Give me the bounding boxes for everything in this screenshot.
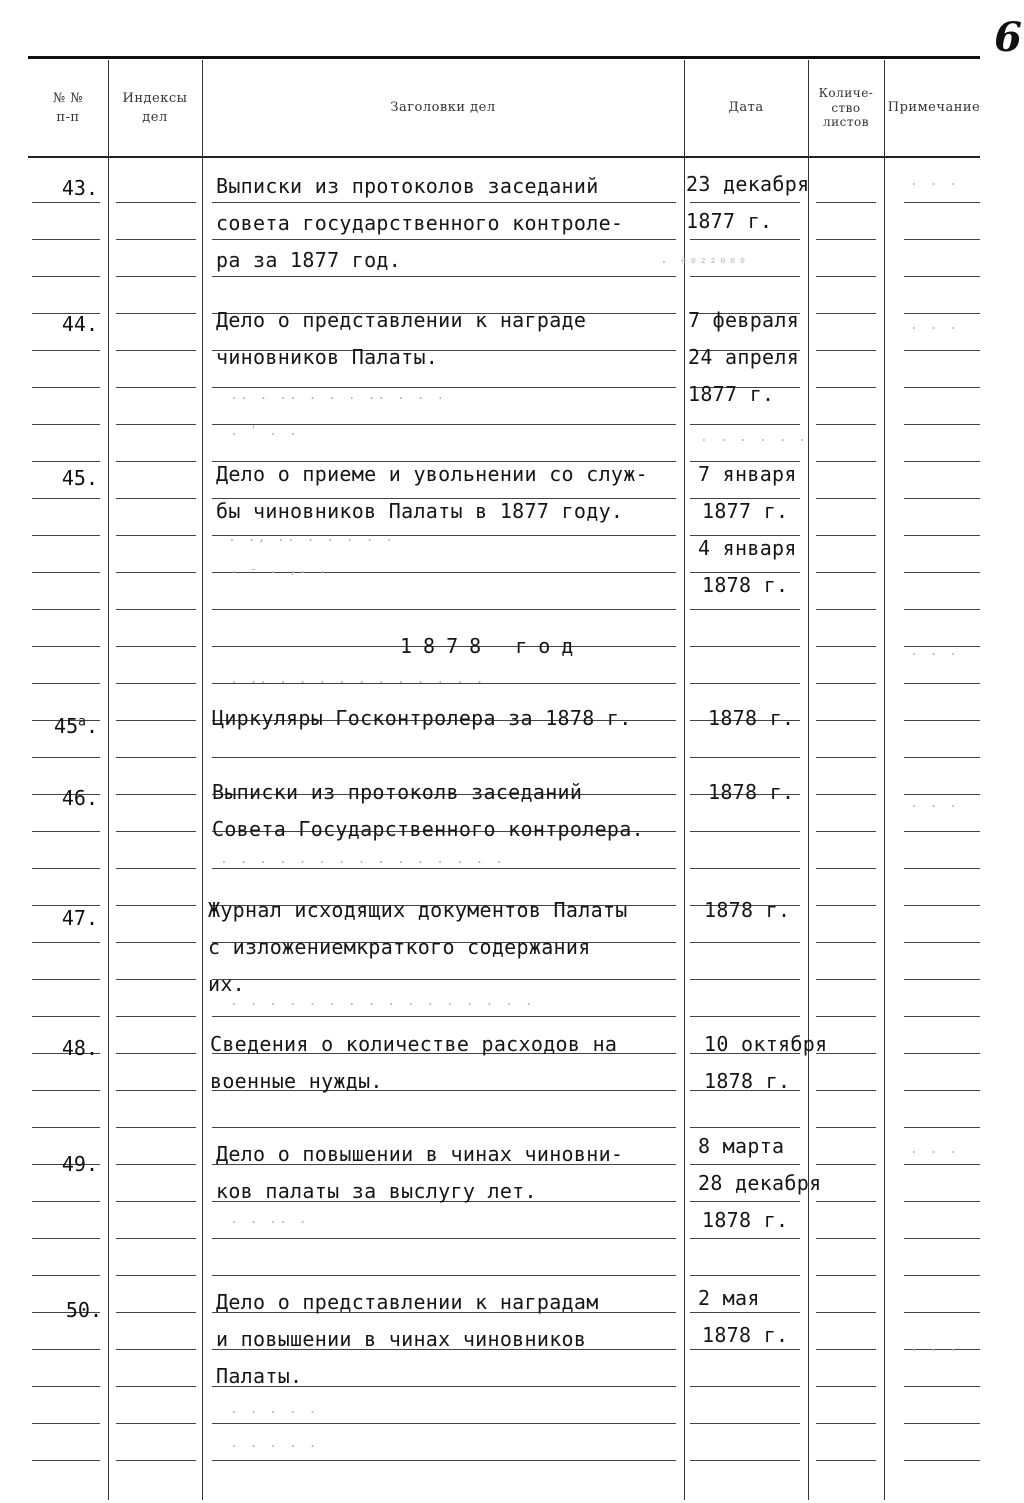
bleed-through-mark: . . . — [910, 1142, 960, 1157]
ruled-line — [816, 1127, 876, 1128]
header-date — [684, 62, 808, 154]
header-sheets-line2: ство — [831, 100, 861, 115]
ruled-line — [116, 572, 196, 573]
ruled-line — [212, 757, 676, 758]
ruled-line — [32, 350, 100, 351]
ruled-line — [116, 424, 196, 425]
entry-number-sup: а — [78, 714, 86, 730]
ruled-line — [690, 1423, 800, 1424]
header-sheets-line1: Количе- — [818, 86, 874, 101]
bleed-through-mark: . . . — [910, 174, 960, 189]
ruled-line — [904, 313, 980, 314]
ruled-line — [32, 1090, 100, 1091]
entry-date-line: 7 февраля — [688, 308, 800, 332]
column-divider — [202, 60, 203, 1500]
ruled-line — [904, 424, 980, 425]
column-divider — [684, 60, 685, 1500]
ruled-line — [116, 202, 196, 203]
entry-date-line: 4 января — [698, 536, 797, 560]
entry-title-line: их. — [208, 972, 246, 996]
bleed-through-mark: . . . . . . . . . . . . . . . — [220, 852, 505, 867]
ruled-line — [904, 831, 980, 832]
entry-date-line: 7 января — [698, 462, 797, 486]
ruled-line — [904, 276, 980, 277]
ruled-line — [904, 202, 980, 203]
header-index-line1: Индексы — [122, 90, 188, 106]
ruled-line — [816, 868, 876, 869]
ruled-line — [116, 905, 196, 906]
ruled-line — [904, 1090, 980, 1091]
entry-number: 45. — [61, 466, 98, 490]
ruled-line — [816, 1164, 876, 1165]
entry-title — [216, 302, 586, 376]
ruled-line — [690, 646, 800, 647]
entry-number-base: 45 — [54, 714, 79, 738]
entry-date-line: 1878 г. — [708, 780, 795, 804]
ruled-line — [32, 424, 100, 425]
entry-date — [708, 700, 794, 737]
entry-number: 49. — [61, 1152, 98, 1176]
ruled-line — [904, 868, 980, 869]
entry-title — [216, 1136, 623, 1210]
ruled-line — [816, 1201, 876, 1202]
entry-number: 50. — [65, 1298, 102, 1322]
entry-date-line: 23 декабря — [686, 172, 810, 196]
header-index-line2: дел — [142, 110, 168, 125]
entry-number: 43. — [61, 176, 98, 200]
entry-date-line: 2 мая — [698, 1286, 760, 1310]
header-sheets — [808, 62, 884, 154]
ruled-line — [690, 757, 800, 758]
ruled-line — [904, 461, 980, 462]
ruled-line — [904, 239, 980, 240]
ruled-line — [690, 1016, 800, 1017]
ruled-line — [116, 461, 196, 462]
entry-date-line: 1878 г. — [704, 898, 791, 922]
entry-title — [216, 456, 648, 530]
ruled-line — [904, 387, 980, 388]
header-number-line1: № № — [52, 90, 84, 106]
ruled-line — [816, 1016, 876, 1017]
ruled-line — [816, 350, 876, 351]
ruled-line — [32, 979, 100, 980]
ruled-line — [690, 1386, 800, 1387]
top-rule — [28, 56, 980, 59]
entry-date-line: 1877 г. — [702, 499, 789, 523]
ruled-line — [32, 646, 100, 647]
ruled-line — [212, 1127, 676, 1128]
ruled-line — [116, 1312, 196, 1313]
ruled-line — [816, 461, 876, 462]
entry-date-line: 1878 г. — [702, 573, 789, 597]
ruled-line — [32, 1127, 100, 1128]
ruled-line — [816, 1312, 876, 1313]
column-divider — [884, 60, 885, 1500]
ruled-line — [116, 868, 196, 869]
ruled-line — [690, 1460, 800, 1461]
ruled-line — [816, 1423, 876, 1424]
entry-title-line: ра за 1877 год. — [216, 248, 402, 272]
entry-title-line: Циркуляры Госконтролера за 1878 г. — [212, 706, 632, 730]
year-heading: 1878 год — [400, 634, 585, 658]
ruled-line — [32, 609, 100, 610]
entry-title — [210, 1026, 617, 1100]
ruled-line — [690, 683, 800, 684]
entry-date — [686, 166, 809, 240]
ruled-line — [32, 1275, 100, 1276]
ruled-line — [116, 1238, 196, 1239]
ruled-line — [116, 1201, 196, 1202]
entry-title — [216, 168, 623, 279]
header-bottom-rule — [28, 156, 980, 158]
ruled-line — [816, 1386, 876, 1387]
ruled-line — [816, 905, 876, 906]
ruled-line — [32, 942, 100, 943]
ruled-line — [816, 276, 876, 277]
ruled-line — [690, 868, 800, 869]
ruled-line — [212, 609, 676, 610]
entry-title — [216, 1284, 599, 1395]
bleed-through-mark: . . . . . . — [700, 430, 809, 445]
ruled-line — [116, 535, 196, 536]
bleed-through-mark: . ., .. . . . . . — [228, 530, 396, 545]
entry-date-line: 10 октября — [704, 1032, 828, 1056]
entry-title-line: чиновников Палаты. — [216, 345, 439, 369]
ruled-line — [690, 276, 800, 277]
ruled-line — [904, 1053, 980, 1054]
ruled-line — [116, 646, 196, 647]
ruled-line — [816, 831, 876, 832]
ruled-line — [116, 757, 196, 758]
ruled-line — [816, 498, 876, 499]
bleed-through-mark: . . . — [910, 644, 960, 659]
ruled-line — [816, 387, 876, 388]
ruled-line — [32, 868, 100, 869]
ruled-line — [816, 609, 876, 610]
ruled-line — [904, 609, 980, 610]
header-index — [108, 62, 202, 154]
ruled-line — [32, 535, 100, 536]
ruled-line — [32, 1349, 100, 1350]
ruled-line — [116, 276, 196, 277]
bleed-through-mark: . ' . . — [230, 424, 299, 439]
ruled-line — [32, 1423, 100, 1424]
entry-number: 46. — [61, 786, 98, 810]
ruled-line — [816, 1275, 876, 1276]
ruled-line — [904, 979, 980, 980]
header-number-line2: п-п — [56, 110, 80, 125]
ruled-line — [32, 1016, 100, 1017]
ruled-line — [690, 1275, 800, 1276]
header-number — [28, 62, 108, 154]
ruled-line — [690, 942, 800, 943]
entry-number: 48. — [61, 1036, 98, 1060]
entry-date-line: 1878 г. — [702, 1208, 789, 1232]
bleed-through-mark: . . . — [910, 318, 960, 333]
entry-title-line: Дело о приеме и увольнении со служ- — [216, 462, 648, 486]
entry-number-suffix: . — [85, 714, 98, 738]
ruled-line — [816, 424, 876, 425]
ruled-line — [816, 239, 876, 240]
header-sheets-line3: листов — [823, 115, 869, 130]
ruled-line — [32, 1460, 100, 1461]
ruled-line — [116, 979, 196, 980]
ruled-line — [816, 757, 876, 758]
bleed-through-mark: . - . ,. . — [230, 562, 329, 577]
bleed-through-mark: . . .. . — [230, 1212, 309, 1227]
ruled-line — [904, 350, 980, 351]
entry-title-line: Совета Государственного контролера. — [212, 817, 644, 841]
entry-title — [208, 892, 628, 1003]
entry-title-line: и повышении в чинах чиновников — [216, 1327, 587, 1351]
ruled-line — [116, 239, 196, 240]
ruled-line — [816, 794, 876, 795]
ruled-line — [904, 683, 980, 684]
ruled-line — [116, 1460, 196, 1461]
ruled-line — [116, 794, 196, 795]
ruled-line — [32, 461, 100, 462]
ruled-line — [116, 1016, 196, 1017]
entry-date-line: 1878 г. — [704, 1069, 791, 1093]
ruled-line — [32, 239, 100, 240]
ruled-line — [816, 646, 876, 647]
ruled-line — [116, 1127, 196, 1128]
ruled-line — [904, 498, 980, 499]
ruled-line — [32, 683, 100, 684]
entry-date-line: 1877 г. — [688, 382, 775, 406]
ruled-line — [816, 572, 876, 573]
ruled-line — [116, 350, 196, 351]
bleed-through-mark: . . . . . — [230, 1436, 319, 1451]
entry-date-line: 8 марта — [698, 1134, 785, 1158]
column-divider — [108, 60, 109, 1500]
entry-title — [212, 700, 632, 737]
ruled-line — [32, 498, 100, 499]
ruled-line — [904, 1460, 980, 1461]
ruled-line — [32, 202, 100, 203]
ruled-line — [116, 1275, 196, 1276]
entry-title-line: Палаты. — [216, 1364, 303, 1388]
entry-date-line: 1878 г. — [708, 706, 795, 730]
ruled-line — [690, 979, 800, 980]
ruled-line — [116, 1423, 196, 1424]
entry-title-line: совета государственного контроле- — [216, 211, 624, 235]
header-title-text: Заголовки дел — [390, 100, 496, 116]
ruled-line — [116, 1349, 196, 1350]
header-title — [202, 62, 684, 154]
entry-date-line: 1877 г. — [686, 209, 773, 233]
ruled-line — [116, 942, 196, 943]
ruled-line — [116, 1053, 196, 1054]
ruled-line — [116, 313, 196, 314]
ruled-line — [904, 757, 980, 758]
ruled-line — [904, 1201, 980, 1202]
ruled-line — [904, 720, 980, 721]
entry-title-line: Выписки из протоколв заседаний — [212, 780, 583, 804]
header-note-text: Примечание — [887, 100, 981, 116]
entry-title-line: ков палаты за выслугу лет. — [216, 1179, 537, 1203]
entry-title — [212, 774, 644, 848]
entry-title-line: Сведения о количестве расходов на — [210, 1032, 618, 1056]
ruled-line — [904, 1238, 980, 1239]
ruled-line — [816, 1460, 876, 1461]
bleed-through-mark: . . . . . . . . . . . . . . . . — [230, 994, 535, 1009]
column-divider — [808, 60, 809, 1500]
ruled-line — [816, 313, 876, 314]
ruled-line — [32, 757, 100, 758]
entry-title-line: Журнал исходящих документов Палаты — [208, 898, 628, 922]
entry-title-line: с изложениемкраткого содержания — [208, 935, 591, 959]
ruled-line — [116, 387, 196, 388]
ruled-line — [116, 609, 196, 610]
ruled-line — [816, 720, 876, 721]
ruled-line — [816, 979, 876, 980]
ruled-line — [690, 609, 800, 610]
ruled-line — [32, 1238, 100, 1239]
ruled-line — [904, 1275, 980, 1276]
ruled-line — [32, 1386, 100, 1387]
header-note — [884, 62, 984, 154]
ruled-line — [116, 831, 196, 832]
ruled-line — [816, 1349, 876, 1350]
ruled-line — [116, 1164, 196, 1165]
ruled-line — [32, 1201, 100, 1202]
ruled-line — [116, 1386, 196, 1387]
page-number: 6 — [994, 14, 1022, 61]
entry-title-line: военные нужды. — [210, 1069, 383, 1093]
entry-date — [698, 1128, 821, 1239]
ruled-line — [32, 387, 100, 388]
ruled-line — [116, 1090, 196, 1091]
ruled-line — [904, 1164, 980, 1165]
entry-date-line: 28 декабря — [698, 1171, 822, 1195]
entry-title-line: Выписки из протоколов заседаний — [216, 174, 599, 198]
entry-title-line: Дело о представлении к награде — [216, 308, 587, 332]
ruled-line — [904, 942, 980, 943]
header-date-text: Дата — [728, 100, 764, 116]
entry-date — [688, 302, 799, 413]
entry-number — [28, 714, 98, 738]
entry-number: 47. — [61, 906, 98, 930]
entry-title-line: Дело о представлении к наградам — [216, 1290, 599, 1314]
bleed-through-mark: . . . — [910, 1340, 960, 1355]
ruled-line — [212, 1423, 676, 1424]
bleed-through-mark: .. . .. . . . .. . . . — [230, 388, 447, 403]
ruled-line — [816, 202, 876, 203]
ruled-line — [116, 498, 196, 499]
bleed-through-mark: . ₀₀₂₂₀₀₀ — [660, 252, 749, 267]
entry-date-line: 24 апреля — [688, 345, 800, 369]
ruled-line — [116, 683, 196, 684]
bleed-through-mark: . .. . . . . . . . . . . . — [230, 672, 486, 687]
entry-title-line: бы чиновников Палаты в 1877 году. — [216, 499, 624, 523]
entry-date-line: 1878 г. — [702, 1323, 789, 1347]
ruled-line — [212, 868, 676, 869]
ruled-line — [816, 683, 876, 684]
ruled-line — [690, 424, 800, 425]
ruled-line — [212, 1275, 676, 1276]
ruled-line — [212, 1460, 676, 1461]
ruled-line — [904, 1016, 980, 1017]
entry-date — [698, 1280, 788, 1354]
ruled-line — [904, 905, 980, 906]
ruled-line — [212, 1016, 676, 1017]
ruled-line — [212, 1238, 676, 1239]
bleed-through-mark: . . . . . — [230, 1402, 319, 1417]
ruled-line — [904, 794, 980, 795]
ruled-line — [904, 1386, 980, 1387]
ruled-line — [816, 535, 876, 536]
entry-date — [708, 774, 794, 811]
ruled-line — [116, 720, 196, 721]
ruled-line — [904, 1127, 980, 1128]
ruled-line — [32, 276, 100, 277]
ruled-line — [904, 535, 980, 536]
ruled-line — [32, 831, 100, 832]
entry-date — [704, 1026, 827, 1100]
entry-title-line: Дело о повышении в чинах чиновни- — [216, 1142, 624, 1166]
ruled-line — [32, 572, 100, 573]
entry-date — [698, 456, 797, 604]
entry-date — [704, 892, 790, 929]
bleed-through-mark: . . . — [910, 796, 960, 811]
entry-number: 44. — [61, 312, 98, 336]
ruled-line — [690, 831, 800, 832]
ruled-line — [816, 942, 876, 943]
ruled-line — [904, 572, 980, 573]
ruled-line — [904, 1423, 980, 1424]
ruled-line — [904, 1312, 980, 1313]
ruled-line — [816, 1238, 876, 1239]
